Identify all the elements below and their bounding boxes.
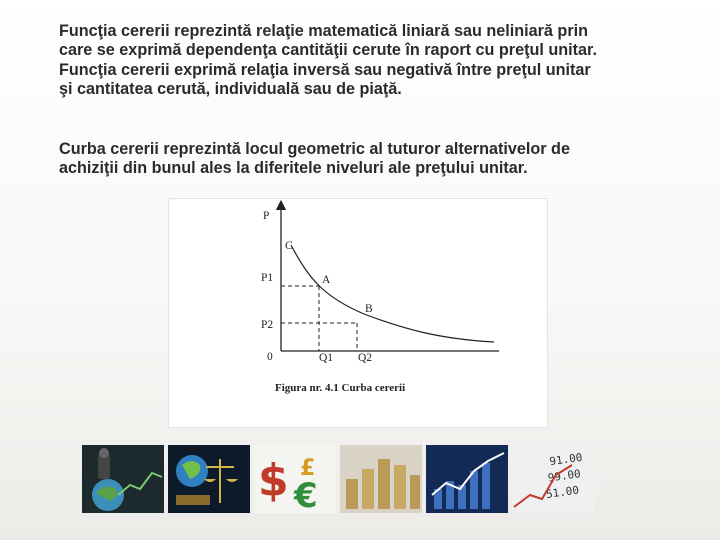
text-line: Curba cererii reprezintă locul geometric al tuturor alternativelor de [59,140,570,158]
bullet-marker-1 [32,25,46,39]
currency-symbols-icon [254,445,336,513]
svg-text:$: $ [258,455,289,506]
point-b-label: B [365,303,373,315]
curve-label: C [285,240,293,252]
q1-label: Q1 [319,352,334,364]
strip-number: 91.00 [548,450,584,469]
y-axis-label: P [263,210,270,222]
p2-label: P2 [261,319,274,331]
strip-number: 51.00 [545,483,580,502]
stock-chart-icon [426,445,508,513]
origin-label: 0 [267,351,273,363]
figure-caption: Figura nr. 4.1 Curba cererii [275,382,406,394]
point-a-label: A [322,274,331,286]
coin-stacks-icon [340,445,422,513]
text-line: care se exprimă dependenţa cantităţii cerute în raport cu preţul unitar. [59,41,597,60]
text-line: achiziţii din bunul ales la diferitele niveluri ale preţului unitar. [59,159,528,178]
text-line: Funcţia cererii exprimă relaţia inversă sau negativă între preţul unitar [59,60,591,79]
demand-curve-diagram [169,199,547,427]
price-table-icon [512,445,594,513]
demand-curve-figure [168,198,548,428]
text-line: şi cantitatea cerută, individuală sau de piaţă. [59,79,402,98]
demand-curve-line [291,245,494,342]
globe-figure-icon [82,445,164,513]
bullet-marker-2 [32,143,46,157]
paragraph-demand-curve [59,140,699,179]
strip-number: 99.00 [546,467,582,485]
svg-text:£: £ [300,456,316,481]
text-line: Funcţia cererii reprezintă relaţie matematică liniară sau neliniară prin [59,22,589,40]
globe-scales-icon [168,445,250,513]
paragraph-demand-function [59,22,699,99]
p1-label: P1 [261,272,274,284]
image-strip [82,445,646,513]
q2-label: Q2 [358,352,373,364]
svg-text:€: € [294,476,318,513]
